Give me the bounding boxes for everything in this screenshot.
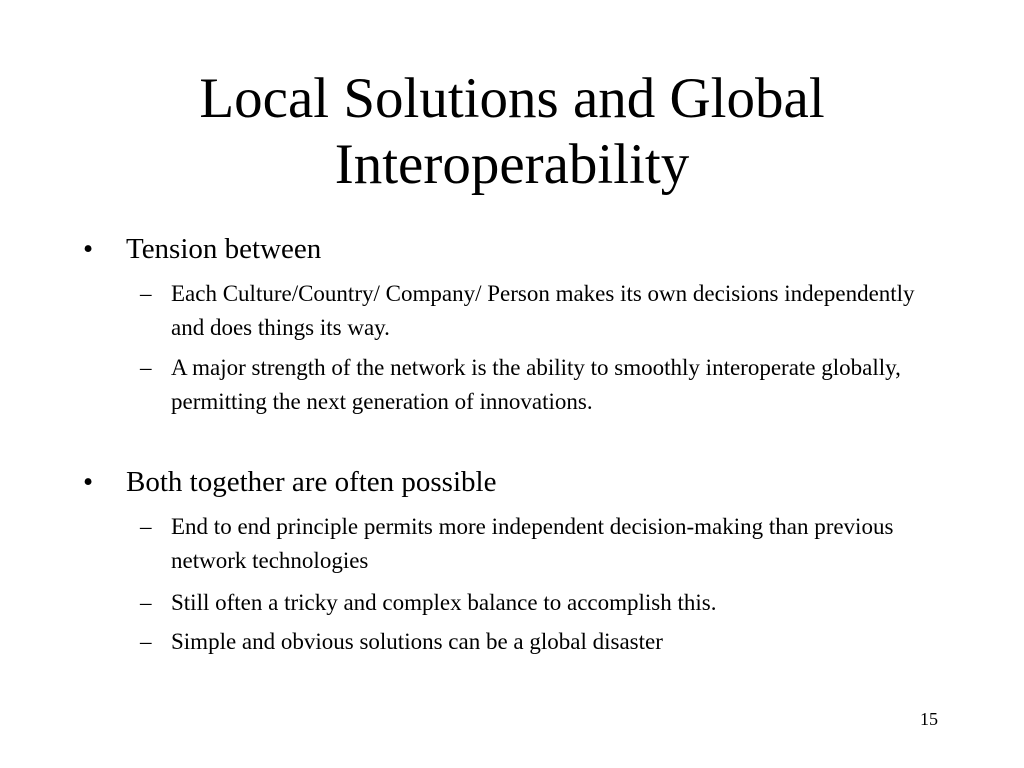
sub-bullet-item [140,586,940,620]
bullet-marker: • [83,466,94,498]
slide-title-line-1: Local Solutions and Global [199,67,825,130]
bullet-text: Tension between [126,233,322,265]
sub-bullet-item [140,277,940,345]
bullet-marker: • [83,233,94,265]
sub-bullet-item [140,351,940,419]
sub-bullet-text: A major strength of the network is the ability to smoothly interoperate globally, permitting the next generation of innovations. [171,355,901,414]
slide-title-line-2: Interoperability [334,133,690,196]
sub-bullet-text: End to end principle permits more independent decision-making than previous network technologies [171,514,894,573]
sub-bullet-marker: – [140,629,152,654]
sub-bullet-marker: – [140,355,152,380]
sub-bullet-text: Still often a tricky and complex balance to accomplish this. [171,590,717,615]
sub-bullet-marker: – [140,514,152,539]
sub-bullet-marker: – [140,590,152,615]
page-number: 15 [920,709,938,729]
sub-bullet-item [140,510,940,578]
sub-bullet-text: Simple and obvious solutions can be a global disaster [171,629,663,654]
bullet-text: Both together are often possible [126,466,497,498]
sub-bullet-marker: – [140,281,152,306]
sub-bullet-text: Each Culture/Country/ Company/ Person makes its own decisions independently and does things its way. [171,281,915,340]
sub-bullet-item [140,625,940,659]
